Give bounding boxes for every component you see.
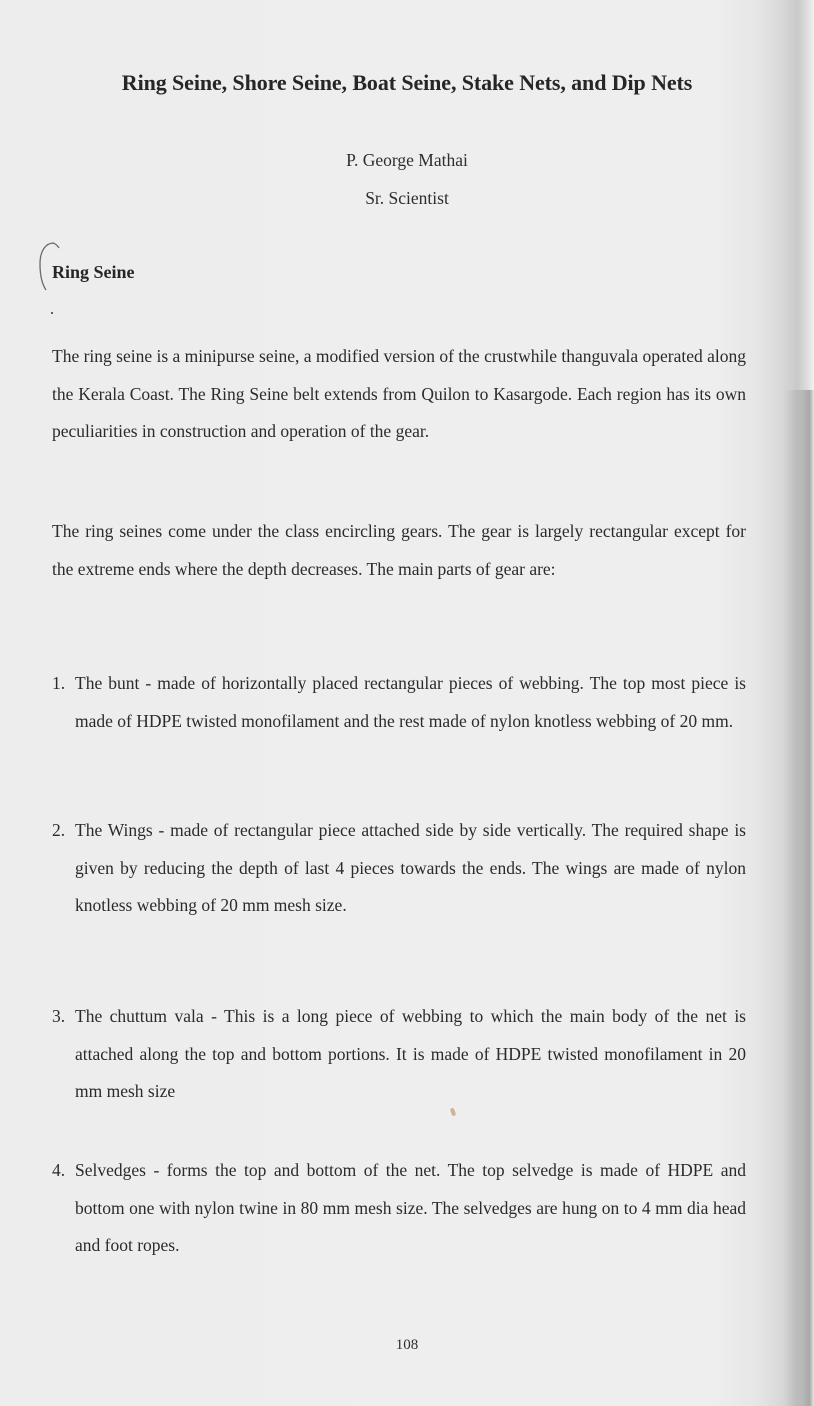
- author-role: Sr. Scientist: [365, 188, 449, 208]
- document-title: Ring Seine, Shore Seine, Boat Seine, Stake Nets, and Dip Nets: [121, 70, 693, 95]
- stray-mark: [51, 312, 53, 314]
- list-text: The chuttum vala - This is a long piece of webbing to which the main body of the net is attached along the top and bottom portions. It is made of HDPE twisted monofilament in 20 mm mesh size: [75, 1006, 746, 1101]
- author-name: P. George Mathai: [346, 150, 468, 170]
- binding-shadow: [784, 390, 814, 1406]
- list-item: [52, 665, 746, 740]
- section-heading: Ring Seine: [52, 262, 135, 282]
- paragraph: The ring seine is a minipurse seine, a modified version of the crustwhile thanguvala operated along the Kerala Coast. The Ring Seine belt extends from Quilon to Kasargode. Each region has its own peculiarities in construction and operation of the gear.: [52, 346, 746, 441]
- list-number: 2.: [52, 820, 66, 840]
- list-number: 1.: [52, 673, 66, 693]
- page-number: 108: [395, 1337, 419, 1353]
- list-text: Selvedges - forms the top and bottom of the net. The top selvedge is made of HDPE and bottom one with nylon twine in 80 mm mesh size. The selvedges are hung on to 4 mm dia head and foot ropes.: [75, 1160, 746, 1255]
- list-text: The Wings - made of rectangular piece attached side by side vertically. The required shape is given by reducing the depth of last 4 pieces towards the ends. The wings are made of nylon knotless webbing of 20 mm mesh size.: [75, 820, 746, 915]
- paragraph: The ring seines come under the class encircling gears. The gear is largely rectangular except for the extreme ends where the depth decreases. The main parts of gear are:: [52, 521, 746, 579]
- list-number: 3.: [52, 1006, 66, 1026]
- list-number: 4.: [52, 1160, 66, 1180]
- list-text: The bunt - made of horizontally placed rectangular pieces of webbing. The top most piece is made of HDPE twisted monofilament and the rest made of nylon knotless webbing of 20 mm.: [75, 673, 746, 731]
- list-item: [52, 812, 746, 925]
- list-item: [52, 1152, 746, 1265]
- list-item: [52, 998, 746, 1111]
